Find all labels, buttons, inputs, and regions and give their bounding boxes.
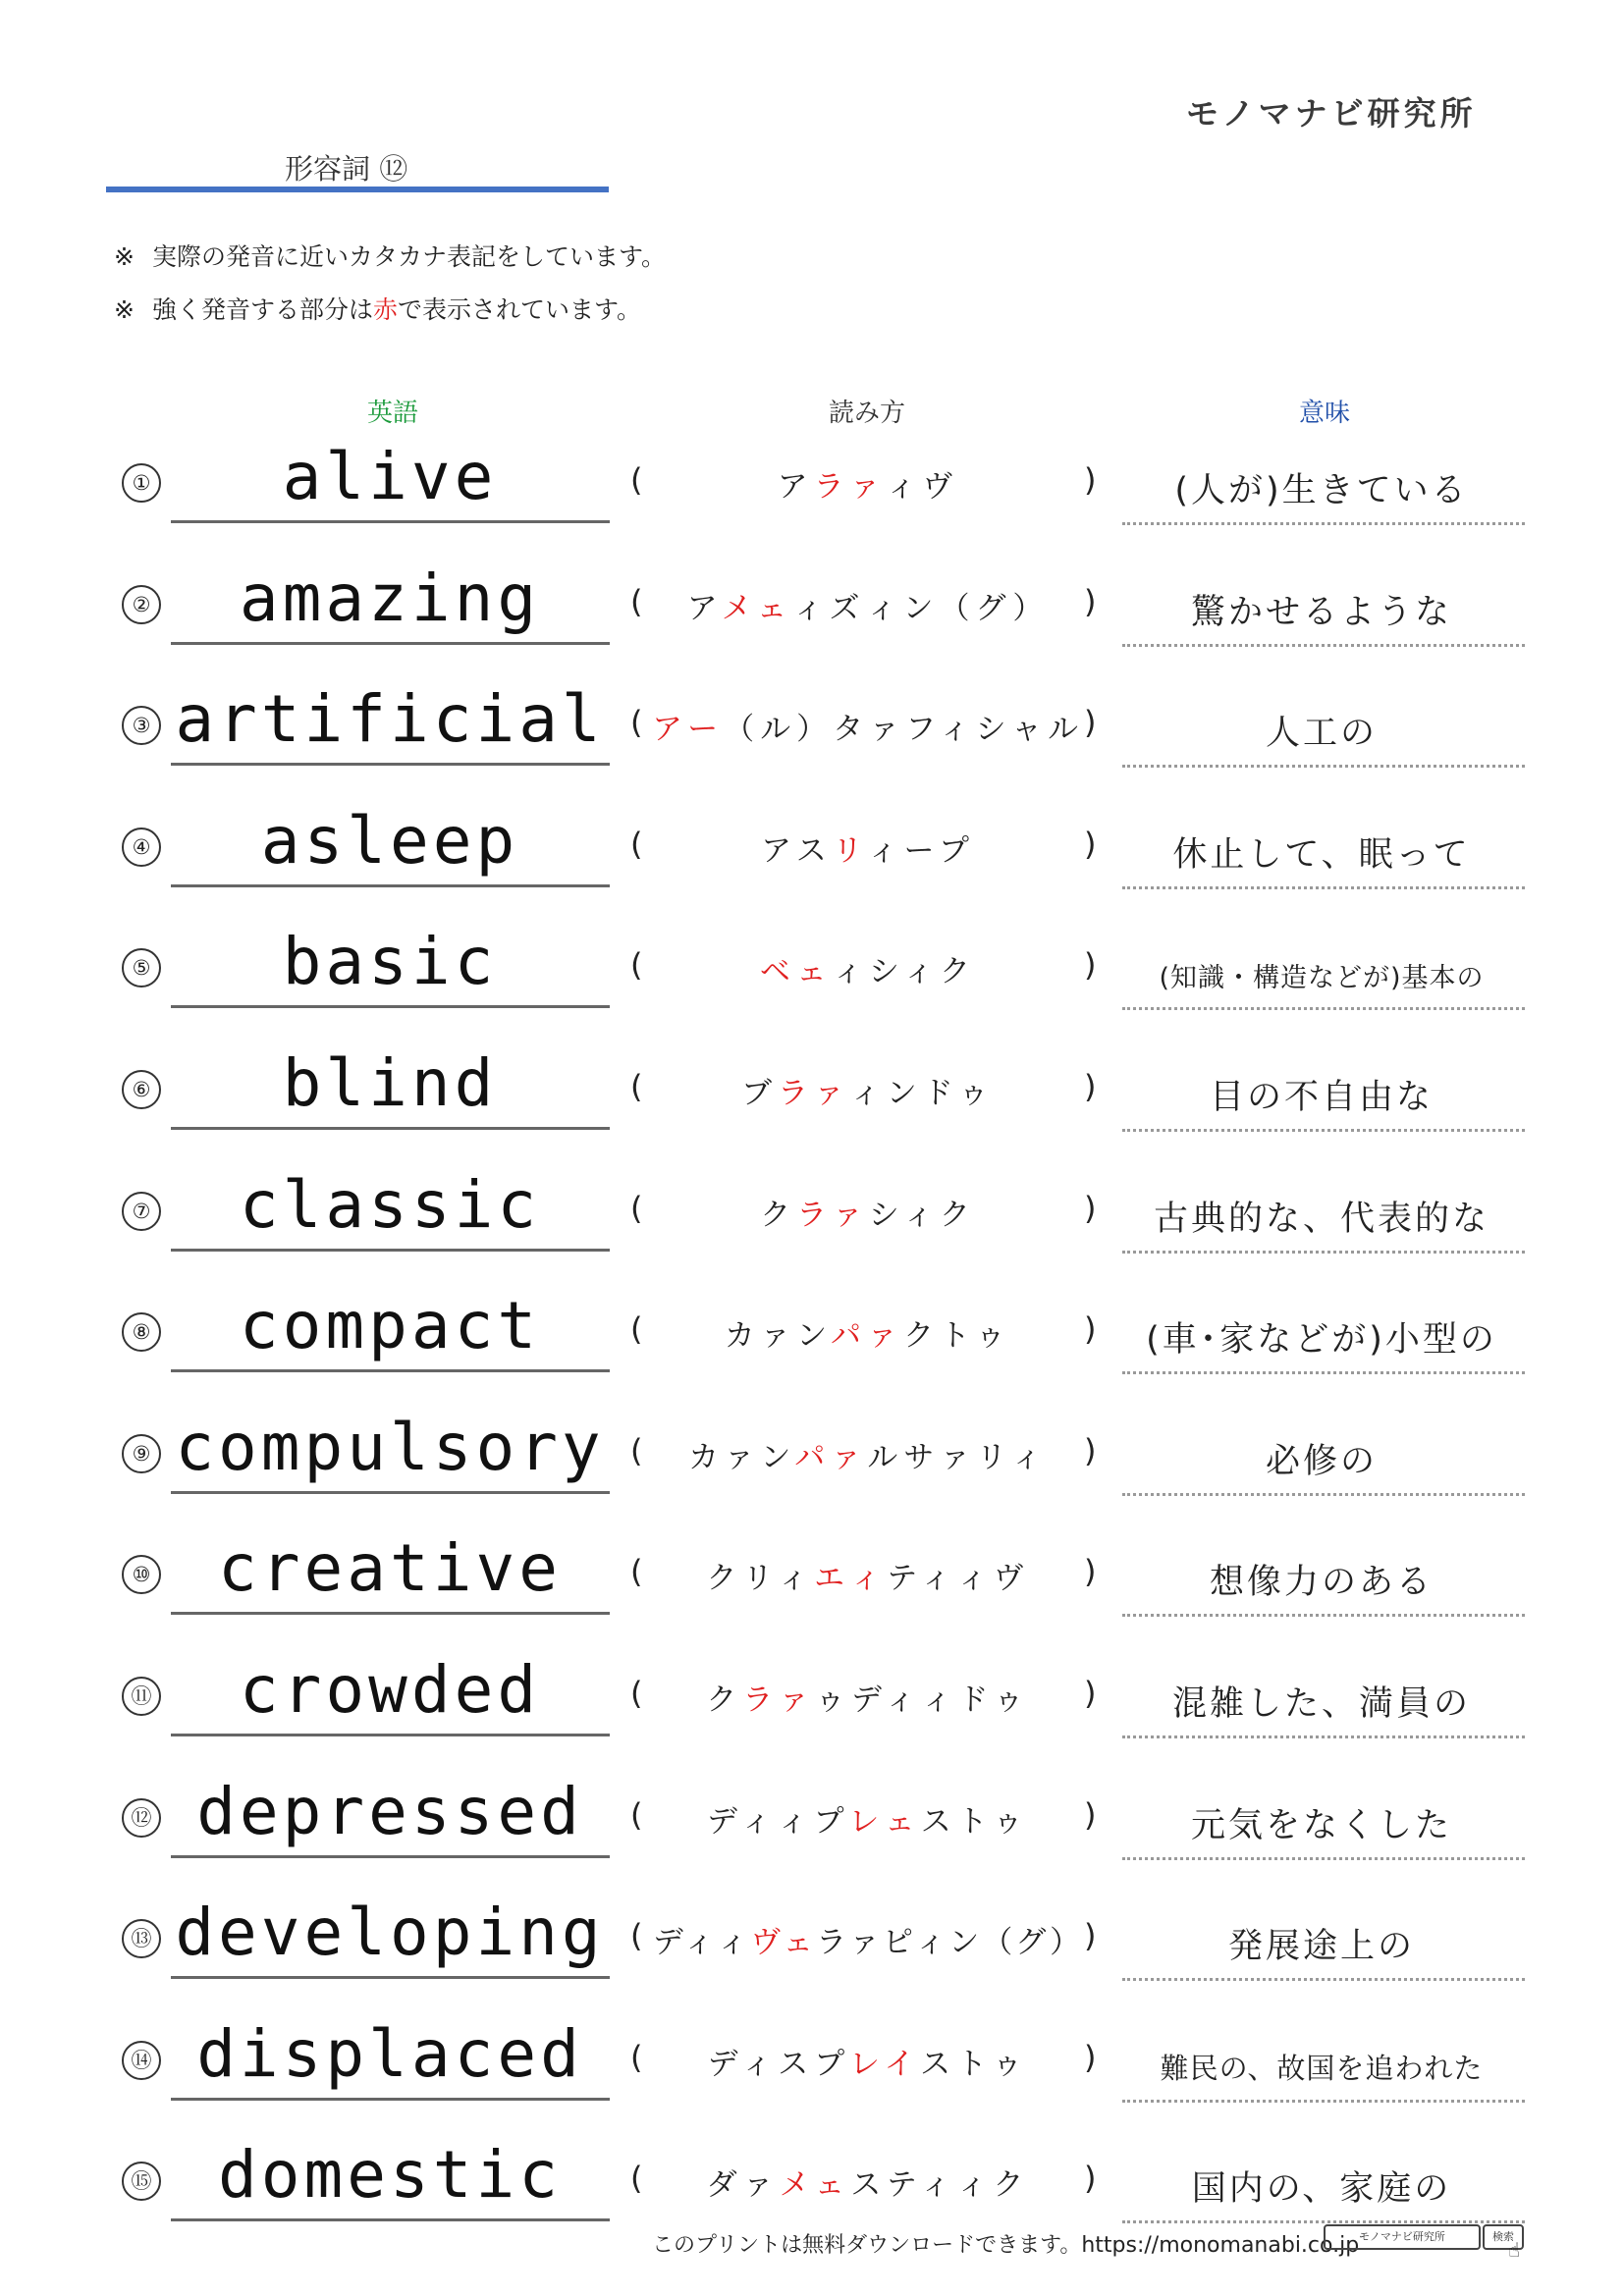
item-number: ⑭ — [122, 2041, 161, 2080]
open-paren: ( — [630, 704, 643, 742]
item-number: ⑪ — [122, 1677, 161, 1716]
katakana-reading — [652, 1068, 1084, 1112]
open-paren: ( — [630, 582, 643, 620]
reading-segment: ィシィク — [832, 954, 977, 990]
stressed-syllable: ラァ — [778, 1076, 850, 1111]
open-paren: ( — [630, 825, 643, 863]
close-paren: ) — [1084, 2038, 1097, 2076]
meaning-dotted-line — [1122, 1735, 1525, 1738]
close-paren: ) — [1084, 1431, 1097, 1469]
open-paren: ( — [630, 1553, 643, 1591]
katakana-reading — [652, 1190, 1084, 1234]
meaning-dotted-line — [1122, 1129, 1525, 1132]
answer-underline — [171, 520, 610, 523]
meaning-dotted-line — [1122, 1371, 1525, 1374]
close-paren: ) — [1084, 582, 1097, 620]
item-number: ① — [122, 463, 161, 503]
vocab-row — [0, 1403, 1624, 1524]
open-paren: ( — [630, 1189, 643, 1227]
open-paren: ( — [630, 1431, 643, 1469]
reading-segment: アス — [761, 832, 833, 869]
open-paren: ( — [630, 2038, 643, 2076]
english-word: domestic — [218, 2137, 562, 2214]
english-word: displaced — [196, 2015, 583, 2092]
answer-underline — [171, 1249, 610, 1252]
close-paren: ) — [1084, 1068, 1097, 1105]
meaning-dotted-line — [1122, 644, 1525, 647]
item-number: ⑫ — [122, 1798, 161, 1838]
stressed-syllable: ラァ — [742, 1682, 815, 1718]
english-word: developing — [175, 1895, 605, 1971]
item-number: ⑩ — [122, 1555, 161, 1594]
japanese-meaning: 難民の、故国を追われた — [1160, 2051, 1484, 2085]
close-paren: ) — [1084, 1189, 1097, 1227]
reading-segment: ィヴ — [886, 469, 959, 505]
header-reading: 読み方 — [828, 399, 905, 428]
vocab-row — [0, 1160, 1624, 1282]
reading-segment: ク — [760, 1197, 797, 1233]
vocab-row — [0, 1039, 1624, 1160]
answer-underline — [171, 642, 610, 645]
katakana-reading — [652, 1432, 1084, 1476]
answer-underline — [171, 1734, 610, 1736]
stressed-syllable: ヴェ — [750, 1925, 817, 1961]
answer-underline — [171, 1612, 610, 1615]
japanese-meaning: 目の不自由な — [1209, 1078, 1434, 1117]
katakana-reading — [652, 1796, 1084, 1841]
note-text: 強く発音する部分は — [151, 295, 373, 324]
item-number: ④ — [122, 828, 161, 867]
reading-segment: ディスプ — [707, 2046, 849, 2082]
search-button[interactable]: 検索 — [1483, 2224, 1524, 2250]
english-word: asleep — [260, 802, 519, 879]
english-word: creative — [218, 1530, 562, 1607]
answer-underline — [171, 1976, 610, 1979]
reading-segment: （ル）タァフィシャル — [724, 712, 1084, 748]
english-word: compact — [239, 1288, 541, 1364]
japanese-meaning: (車･家などが)小型の — [1146, 1320, 1497, 1361]
reading-segment: ゥディィドゥ — [814, 1682, 1030, 1718]
vocab-row — [0, 1645, 1624, 1767]
header-english: 英語 — [366, 399, 418, 428]
stressed-syllable: エィ — [814, 1561, 888, 1597]
open-paren: ( — [630, 1917, 643, 1955]
footer-text: このプリントは無料ダウンロードできます。https://monomanabi.co.jp — [652, 2233, 1360, 2258]
vocab-row — [0, 1767, 1624, 1889]
meaning-dotted-line — [1122, 2220, 1525, 2223]
pointer-cursor-icon: ☝ — [1508, 2238, 1521, 2262]
stressed-syllable: メェ — [779, 2167, 851, 2204]
reading-segment: ディィ — [652, 1925, 751, 1961]
meaning-dotted-line — [1122, 2100, 1525, 2103]
stressed-syllable: レェ — [848, 1803, 921, 1840]
english-word: basic — [282, 924, 498, 1000]
japanese-meaning: 元気をなくした — [1190, 1805, 1452, 1845]
english-word: alive — [282, 439, 498, 514]
english-word: classic — [239, 1166, 541, 1243]
close-paren: ) — [1084, 2160, 1097, 2198]
katakana-reading — [652, 826, 1084, 870]
english-word: compulsory — [175, 1409, 605, 1485]
close-paren: ) — [1084, 825, 1097, 863]
note-mark: ※ — [114, 295, 135, 324]
english-word: amazing — [239, 560, 541, 636]
header-meaning: 意味 — [1298, 399, 1350, 428]
close-paren: ) — [1084, 1917, 1097, 1955]
reading-segment: ストゥ — [920, 2046, 1029, 2082]
reading-segment: ダァ — [706, 2167, 780, 2204]
note-katakana — [114, 238, 666, 273]
item-number: ⑨ — [122, 1434, 161, 1473]
japanese-meaning: (人が)生きている — [1174, 471, 1469, 510]
answer-underline — [171, 1491, 610, 1494]
stressed-syllable: レイ — [848, 2046, 921, 2082]
katakana-reading — [652, 1310, 1084, 1355]
vocab-row — [0, 917, 1624, 1039]
reading-segment: クリィ — [706, 1561, 815, 1597]
reading-segment: ク — [706, 1682, 743, 1718]
japanese-meaning: 想像力のある — [1209, 1563, 1434, 1603]
stressed-syllable: ラァ — [796, 1197, 869, 1233]
english-word: artificial — [175, 681, 605, 758]
vocab-row — [0, 2009, 1624, 2131]
open-paren: ( — [630, 946, 643, 985]
japanese-meaning: 休止して、眠って — [1172, 834, 1471, 875]
answer-underline — [171, 1855, 610, 1858]
katakana-reading — [652, 1675, 1084, 1719]
close-paren: ) — [1084, 704, 1097, 742]
answer-underline — [171, 2098, 610, 2101]
reading-segment: ラァピィン（グ） — [816, 1925, 1084, 1961]
page-title: 形容詞 ⑫ — [285, 152, 408, 186]
reading-segment: カァン — [688, 1439, 795, 1475]
reading-segment: ルサァリィ — [867, 1439, 1048, 1475]
reading-segment: クトゥ — [902, 1318, 1012, 1355]
note-mark: ※ — [114, 242, 135, 271]
katakana-reading — [652, 946, 1084, 990]
answer-underline — [171, 1369, 610, 1372]
note-text: で表示されています。 — [397, 295, 641, 324]
meaning-dotted-line — [1122, 886, 1525, 889]
stressed-syllable: メェ — [721, 590, 793, 626]
stressed-syllable: アー — [652, 712, 725, 748]
meaning-dotted-line — [1122, 765, 1525, 768]
open-paren: ( — [630, 461, 643, 499]
reading-segment: ブ — [741, 1076, 779, 1111]
meaning-dotted-line — [1122, 1251, 1525, 1254]
katakana-reading — [652, 2160, 1084, 2204]
meaning-dotted-line — [1122, 1493, 1525, 1496]
item-number: ⑦ — [122, 1192, 161, 1231]
katakana-reading — [652, 461, 1084, 506]
vocab-row — [0, 1888, 1624, 2009]
katakana-reading — [652, 583, 1084, 627]
answer-underline — [171, 884, 610, 887]
item-number: ⑬ — [122, 1919, 161, 1958]
open-paren: ( — [630, 1068, 643, 1105]
katakana-reading — [652, 1917, 1084, 1961]
answer-underline — [171, 2218, 610, 2221]
vocab-row — [0, 796, 1624, 918]
vocab-row — [0, 432, 1624, 554]
item-number: ② — [122, 585, 161, 624]
close-paren: ) — [1084, 1795, 1097, 1834]
japanese-meaning: 混雑した、満員の — [1171, 1684, 1471, 1724]
item-number: ⑧ — [122, 1312, 161, 1352]
close-paren: ) — [1084, 1310, 1097, 1349]
close-paren: ) — [1084, 1675, 1097, 1712]
vocab-row — [0, 1523, 1624, 1645]
answer-underline — [171, 1127, 610, 1130]
english-word: crowded — [239, 1652, 541, 1728]
japanese-meaning: 驚かせるような — [1190, 592, 1452, 632]
reading-segment: カァン — [724, 1318, 831, 1355]
reading-segment: ア — [686, 590, 722, 626]
reading-segment: ィンドゥ — [849, 1076, 995, 1111]
vocab-row — [0, 1281, 1624, 1403]
note-emphasis — [114, 291, 641, 326]
reading-segment: ストゥ — [920, 1803, 1029, 1840]
vocab-row — [0, 554, 1624, 675]
stressed-syllable: ベェ — [759, 954, 833, 990]
answer-underline — [171, 1005, 610, 1008]
open-paren: ( — [630, 2160, 643, 2198]
open-paren: ( — [630, 1310, 643, 1349]
katakana-reading — [652, 2039, 1084, 2083]
katakana-reading — [652, 704, 1084, 748]
reading-segment: シィク — [868, 1197, 976, 1233]
stressed-syllable: パァ — [830, 1318, 903, 1355]
item-number: ⑮ — [122, 2162, 161, 2201]
close-paren: ) — [1084, 946, 1097, 985]
japanese-meaning: 国内の、家庭の — [1191, 2169, 1452, 2210]
english-word: blind — [282, 1045, 498, 1121]
japanese-meaning: 発展途上の — [1227, 1927, 1415, 1967]
open-paren: ( — [630, 1675, 643, 1712]
close-paren: ) — [1084, 461, 1097, 499]
note-red-word: 赤 — [372, 295, 398, 324]
japanese-meaning: 必修の — [1265, 1441, 1378, 1481]
english-word: depressed — [196, 1773, 583, 1849]
japanese-meaning: (知識・構造などが)基本の — [1159, 963, 1485, 994]
title-underline — [106, 187, 609, 192]
open-paren: ( — [630, 1795, 643, 1834]
japanese-meaning: 人工の — [1265, 714, 1378, 754]
site-name-box: モノマナビ研究所 — [1324, 2224, 1481, 2250]
meaning-dotted-line — [1122, 1978, 1525, 1981]
note-text: 実際の発音に近いカタカナ表記をしています。 — [151, 242, 666, 271]
item-number: ③ — [122, 706, 161, 745]
reading-segment: ディィプ — [707, 1803, 849, 1840]
meaning-dotted-line — [1122, 1614, 1525, 1617]
meaning-dotted-line — [1122, 1857, 1525, 1860]
answer-underline — [171, 763, 610, 766]
item-number: ⑤ — [122, 948, 161, 988]
stressed-syllable: パァ — [794, 1439, 868, 1475]
stressed-syllable: ラァ — [813, 469, 887, 505]
japanese-meaning: 古典的な、代表的な — [1153, 1199, 1489, 1239]
reading-segment: スティィク — [850, 2167, 1030, 2204]
stressed-syllable: リ — [832, 832, 868, 869]
reading-segment: ィズィン（グ） — [792, 590, 1050, 626]
meaning-dotted-line — [1122, 522, 1525, 525]
brand-logo: モノマナビ研究所 — [1186, 94, 1477, 133]
item-number: ⑥ — [122, 1070, 161, 1109]
reading-segment: ア — [777, 469, 814, 505]
vocab-row — [0, 674, 1624, 796]
reading-segment: ティィヴ — [887, 1561, 1030, 1597]
reading-segment: ィープ — [867, 832, 975, 869]
close-paren: ) — [1084, 1553, 1097, 1591]
katakana-reading — [652, 1553, 1084, 1597]
meaning-dotted-line — [1122, 1007, 1525, 1010]
